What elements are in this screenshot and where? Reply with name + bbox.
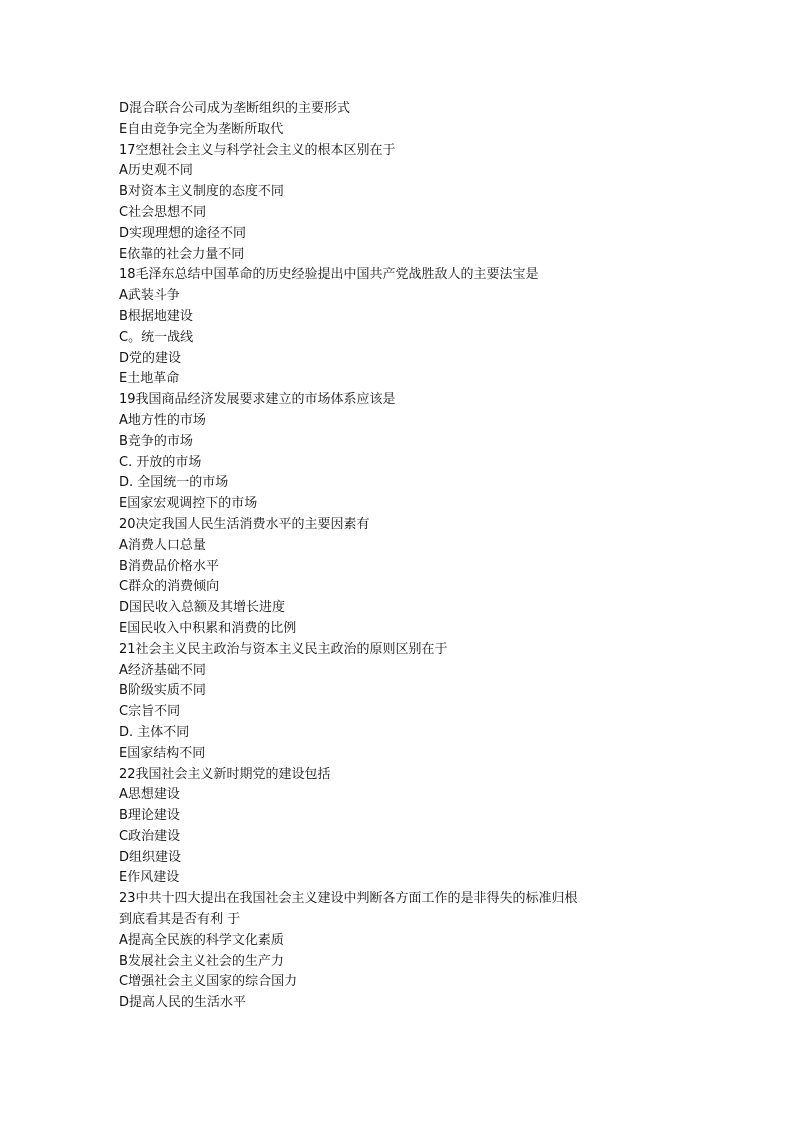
option-line: E作风建设 xyxy=(119,870,180,886)
option-line: D混合联合公司成为垄断组织的主要形式 xyxy=(119,101,351,116)
option-line: B消费品价格水平 xyxy=(119,558,219,574)
question-line: 20决定我国人民生活消费水平的主要因素有 xyxy=(119,516,370,532)
option-line: E自由竞争完全为垄断所取代 xyxy=(119,121,284,137)
option-line: D国民收入总额及其增长进度 xyxy=(119,600,286,616)
question-line: 17空想社会主义与科学社会主义的根本区别在于 xyxy=(119,142,396,158)
option-line: E国家宏观调控下的市场 xyxy=(119,496,258,512)
question-line-continued: 到底看其是否有利 于 xyxy=(119,912,241,928)
option-line: A提高全民族的科学文化素质 xyxy=(119,932,284,948)
option-line: B根据地建设 xyxy=(119,308,193,324)
option-line: C. 开放的市场 xyxy=(119,454,202,470)
option-line: B竞争的市场 xyxy=(119,433,193,449)
option-line: C。统一战线 xyxy=(119,329,194,345)
option-line: D. 全国统一的市场 xyxy=(119,475,229,491)
option-line: A思想建设 xyxy=(119,787,180,803)
option-line: E国民收入中积累和消费的比例 xyxy=(119,620,297,636)
option-line: B理论建设 xyxy=(119,808,180,824)
option-line: D. 主体不同 xyxy=(119,724,190,740)
question-line: 21社会主义民主政治与资本主义民主政治的原则区别在于 xyxy=(119,641,448,657)
option-line: D提高人民的生活水平 xyxy=(119,995,247,1011)
option-line: C宗旨不同 xyxy=(119,704,181,720)
option-line: A地方性的市场 xyxy=(119,412,206,428)
document-page xyxy=(119,99,639,1014)
option-line: B对资本主义制度的态度不同 xyxy=(119,184,284,200)
option-line: D组织建设 xyxy=(119,849,182,865)
option-line: B发展社会主义社会的生产力 xyxy=(119,953,284,969)
option-line: D实现理想的途径不同 xyxy=(119,225,247,241)
question-line: 18毛泽东总结中国革命的历史经验提出中国共产党战胜敌人的主要法宝是 xyxy=(119,267,539,283)
option-line: C政治建设 xyxy=(119,828,181,844)
option-line: A经济基础不同 xyxy=(119,662,206,678)
question-line: 19我国商品经济发展要求建立的市场体系应该是 xyxy=(119,392,396,408)
option-line: D党的建设 xyxy=(119,350,182,366)
option-line: A历史观不同 xyxy=(119,163,193,179)
option-line: E土地革命 xyxy=(119,371,180,387)
option-line: E依靠的社会力量不同 xyxy=(119,246,245,262)
option-line: E国家结构不同 xyxy=(119,745,206,761)
option-line: A消费人口总量 xyxy=(119,537,206,553)
option-line: C群众的消费倾向 xyxy=(119,579,220,595)
option-line: B阶级实质不同 xyxy=(119,683,206,699)
question-line: 22我国社会主义新时期党的建设包括 xyxy=(119,766,331,782)
option-line: A武装斗争 xyxy=(119,288,180,304)
question-line: 23中共十四大提出在我国社会主义建设中判断各方面工作的是非得失的标准归根 xyxy=(119,891,578,907)
option-line: C增强社会主义国家的综合国力 xyxy=(119,974,298,990)
option-line: C社会思想不同 xyxy=(119,204,207,220)
